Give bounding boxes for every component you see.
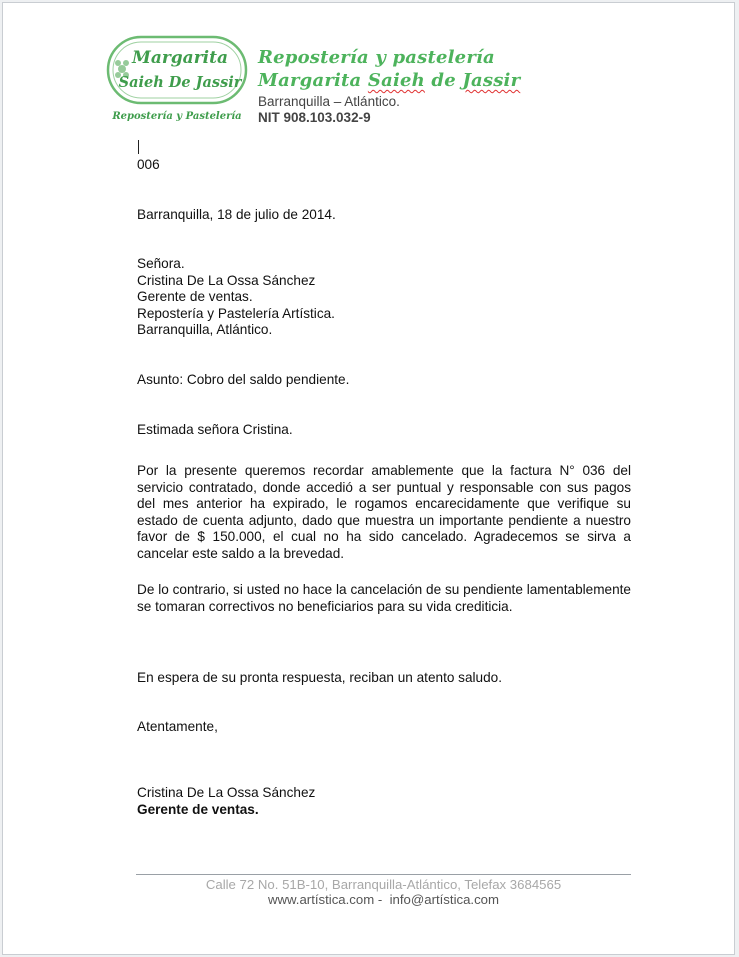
recipient-line: Repostería y Pastelería Artística. [137, 305, 335, 321]
letter-paragraph-2: De lo contrario, si usted no hace la cancelación de su pendiente lamentablemente se tomaran correctivos no beneficiarios para su vida crediticia. [137, 582, 631, 614]
letter-paragraph-1: Por la presente queremos recordar amablemente que la factura N° 036 del servicio contratado, donde accedió a ser puntual y responsable con sus pagos del mes anterior ha expirado, le rogamos encarecidamente que verifique su estado de cuenta adjunto, dado que muestra un importante pendiente a nuestro favor de $ 150.000, el cual no ha sido cancelado. Agradecemos se sirva a cancelar este saldo a la brevedad. [137, 463, 631, 561]
brand-line-1: Repostería y pastelería [258, 47, 495, 68]
signer-name: Cristina De La Ossa Sánchez [137, 785, 316, 800]
footer-web: www.artística.com - [267, 892, 390, 907]
signer-title: Gerente de ventas. [137, 801, 259, 817]
recipient-line: Barranquilla, Atlántico. [137, 322, 273, 338]
logo-tagline: Repostería y Pastelería [112, 111, 242, 122]
letter-salutation: Estimada señora Cristina. [137, 422, 293, 437]
recipient-block [137, 256, 631, 339]
logo-line2: Saieh De Jassir [118, 74, 242, 91]
letter-number: 006 [137, 157, 160, 172]
footer-address: Calle 72 No. 51B-10, Barranquilla-Atlántico, Telefax 3684565 [205, 877, 562, 892]
recipient-line: Gerente de ventas. [137, 289, 253, 305]
brand-line-2: Margarita Saieh de Jassir [258, 70, 521, 91]
letter-date: Barranquilla, 18 de julio de 2014. [137, 207, 336, 222]
signature-block [137, 785, 631, 818]
recipient-line: Señora. [137, 256, 185, 271]
letter-subject: Asunto: Cobro del saldo pendiente. [137, 372, 350, 387]
letter-valediction: Atentamente, [137, 719, 218, 734]
text-cursor [138, 140, 139, 154]
company-city: Barranquilla – Atlántico. [258, 94, 400, 109]
recipient-line: Cristina De La Ossa Sánchez [137, 272, 316, 288]
logo-line1: Margarita [132, 48, 228, 68]
footer-email: info@artística.com [389, 892, 500, 907]
footer-contact [136, 892, 631, 907]
footer-divider [136, 874, 631, 875]
company-nit: NIT 908.103.032-9 [258, 110, 371, 125]
brand-name [258, 46, 520, 92]
letter-closing-line: En espera de su pronta respuesta, reciban un atento saludo. [137, 670, 503, 685]
company-logo [106, 35, 248, 127]
